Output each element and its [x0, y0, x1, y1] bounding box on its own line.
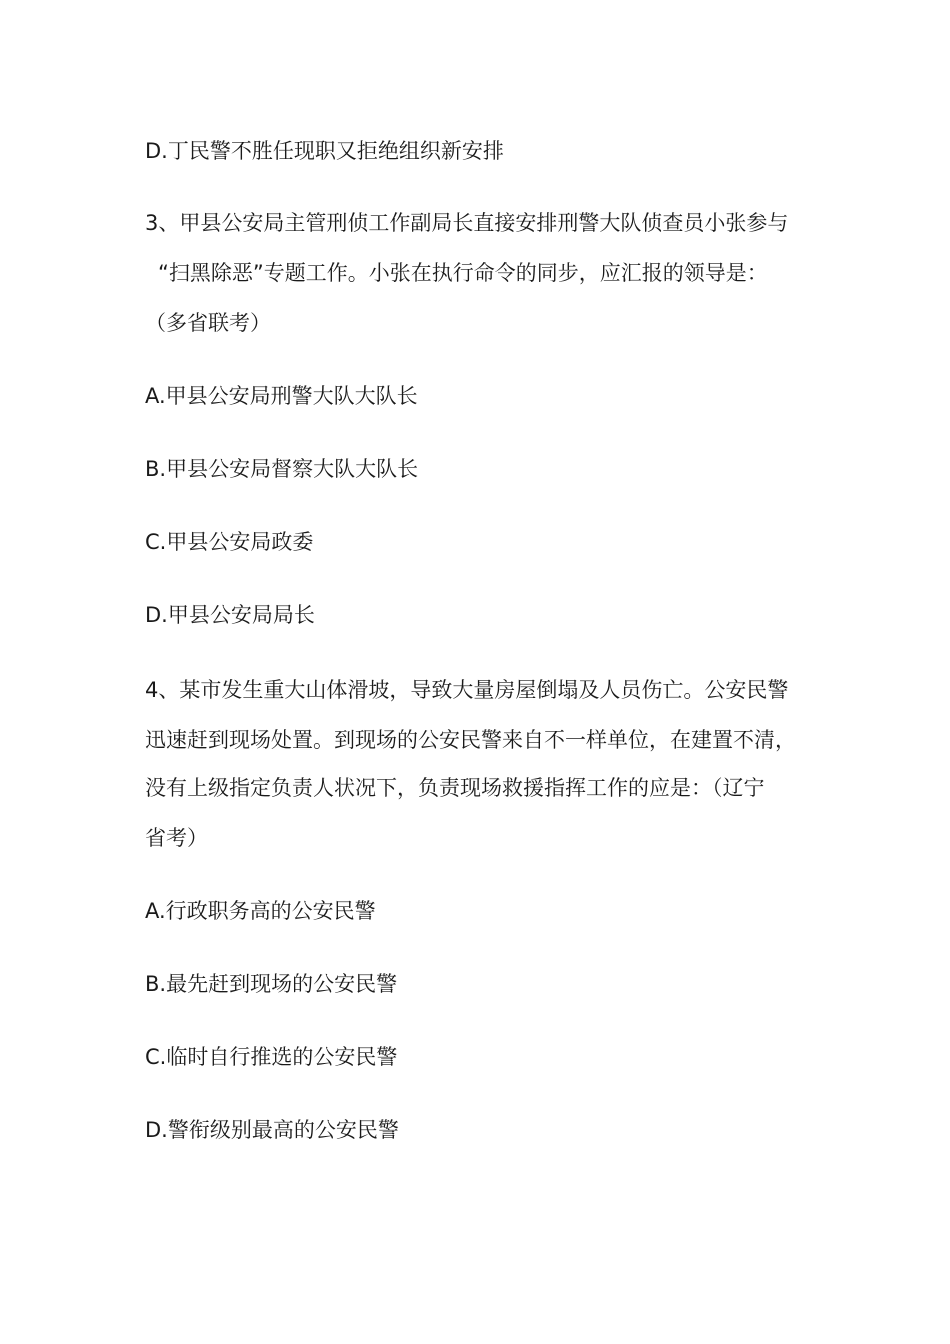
question-3-stem-line-3: （多省联考） — [145, 311, 271, 335]
question-3-stem-line-1: 3、甲县公安局主管刑侦工作副局长直接安排刑警大队侦查员小张参与 — [145, 211, 789, 235]
prev-question-option-d: D.丁民警不胜任现职又拒绝组织新安排 — [145, 139, 504, 163]
question-3-option-c: C.甲县公安局政委 — [145, 530, 314, 554]
question-4-option-a: A.行政职务高的公安民警 — [145, 899, 376, 923]
question-3-stem-line-2: “扫黑除恶”专题工作。小张在执行命令的同步，应汇报的领导是： — [158, 261, 768, 285]
question-4-stem-line-1: 4、某市发生重大山体滑坡，导致大量房屋倒塌及人员伤亡。公安民警 — [145, 678, 789, 702]
question-4-stem-line-2: 迅速赶到现场处置。到现场的公安民警来自不一样单位，在建置不清， — [145, 728, 796, 752]
question-3-option-a: A.甲县公安局刑警大队大队长 — [145, 384, 418, 408]
question-4-stem-line-4: 省考） — [145, 826, 208, 850]
question-4-option-c: C.临时自行推选的公安民警 — [145, 1045, 398, 1069]
question-3-option-d: D.甲县公安局局长 — [145, 603, 315, 627]
question-4-stem-line-3: 没有上级指定负责人状况下，负责现场救援指挥工作的应是：（辽宁 — [145, 776, 765, 800]
question-4-option-b: B.最先赶到现场的公安民警 — [145, 972, 398, 996]
question-4-option-d: D.警衔级别最高的公安民警 — [145, 1118, 399, 1142]
question-3-option-b: B.甲县公安局督察大队大队长 — [145, 457, 419, 481]
